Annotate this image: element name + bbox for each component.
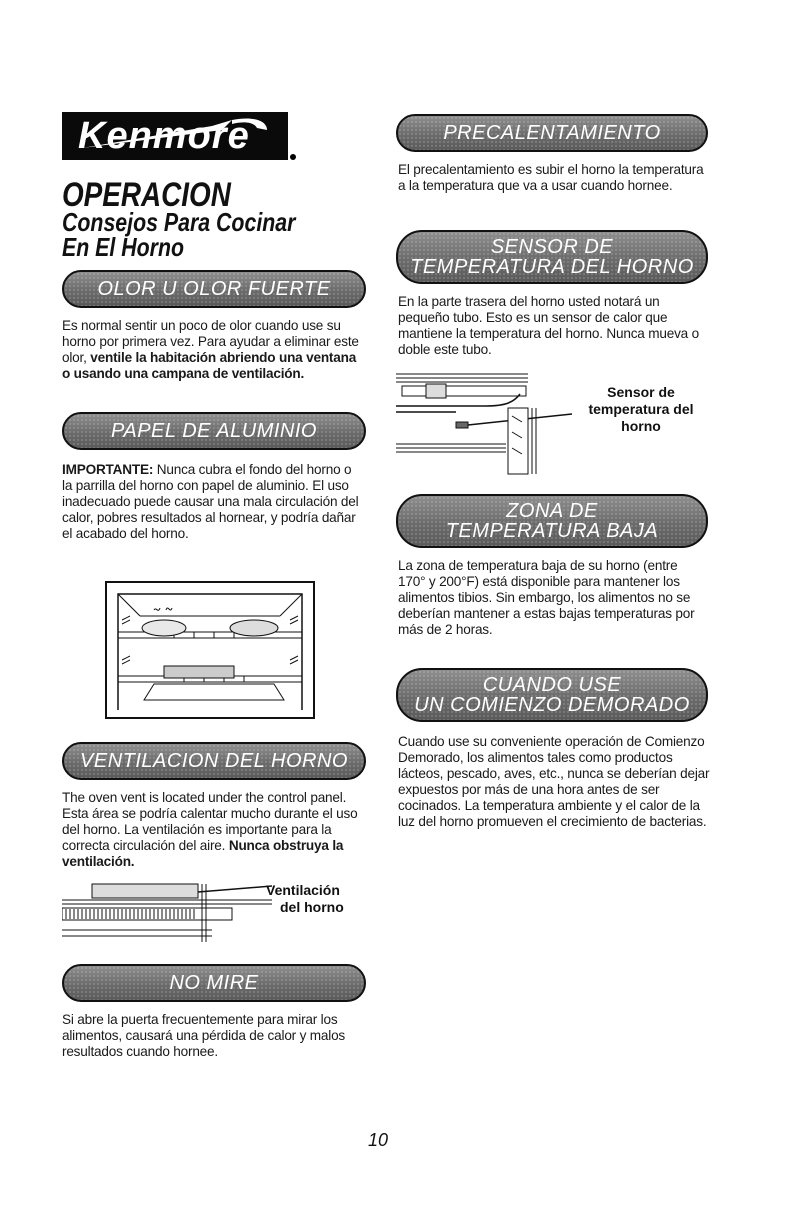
subtitle-line1: Consejos Para Cocinar bbox=[62, 207, 296, 237]
zona-text: La zona de temperatura baja de su horno (entre 170° y 200°F) está disponible para mantener los alimentos tibios. Sin embargo, los alimentos no se deberían mantener a estas bajas temperaturas por más de 2 horas. bbox=[398, 558, 695, 637]
ventilacion-heading-text: VENTILACION DEL HORNO bbox=[80, 750, 348, 772]
zona-heading-line1: ZONA DE bbox=[506, 500, 598, 522]
vent-caption-line1: Ventilación bbox=[266, 882, 340, 898]
aluminio-important: IMPORTANTE: bbox=[62, 462, 154, 477]
oven-vent-illustration bbox=[62, 882, 272, 944]
demorado-heading bbox=[396, 668, 708, 722]
olor-heading-text: OLOR U OLOR FUERTE bbox=[97, 278, 331, 300]
ventilacion-text bbox=[62, 790, 362, 870]
ventilacion-heading bbox=[62, 742, 366, 780]
sensor-heading bbox=[396, 230, 708, 284]
no-mire-text: Si abre la puerta frecuentemente para mirar los alimentos, causará una pérdida de calor y malos resultados cuando hornee. bbox=[62, 1012, 346, 1059]
sensor-caption-line3: horno bbox=[621, 418, 661, 434]
vent-caption-line2: del horno bbox=[280, 899, 344, 915]
page-title: OPERACION bbox=[62, 176, 231, 214]
olor-heading bbox=[62, 270, 366, 308]
aluminio-text-rest: Nunca cubra el fondo del horno o la parrilla del horno con papel de aluminio. El uso inadecuado puede causar una mala circulación del calor, pobres resultados al hornear, y podría dañar el acabado del horno. bbox=[62, 462, 359, 541]
sensor-caption bbox=[576, 384, 706, 435]
precalentamiento-text: El precalentamiento es subir el horno la temperatura a la temperatura que va a usar cuando hornee. bbox=[398, 162, 704, 193]
demorado-heading-line2: UN COMIENZO DEMORADO bbox=[414, 694, 690, 716]
sensor-heading-line2: TEMPERATURA DEL HORNO bbox=[410, 256, 694, 278]
ventilacion-text-start: The oven vent is located under the control panel. Esta área se podría calentar mucho durante el uso del horno. La ventilación es importante para la correcta circulación del aire. bbox=[62, 790, 358, 853]
registered-mark-icon bbox=[290, 154, 296, 160]
temperature-sensor-illustration bbox=[396, 372, 576, 478]
zona-heading bbox=[396, 494, 708, 548]
precalentamiento-heading bbox=[396, 114, 708, 152]
sensor-heading-line1: SENSOR DE bbox=[490, 236, 614, 258]
olor-text-bold: ventile la habitación abriendo una ventana o usando una campana de ventilación. bbox=[62, 350, 357, 381]
sensor-caption-line2: temperatura del bbox=[588, 401, 694, 417]
oven-rack-illustration bbox=[104, 580, 316, 720]
demorado-text: Cuando use su conveniente operación de Comienzo Demorado, los alimentos tales como productos lácteos, pescado, aves, etc., nunca se deberían dejar expuestos por más de una hora antes de ser cocinados. La temperatura ambiente y el calor de la luz del horno promueven el crecimiento de bacterias. bbox=[398, 734, 710, 829]
vent-caption bbox=[266, 882, 362, 916]
ventilacion-text-bold: Nunca obstruya la ventilación. bbox=[62, 838, 344, 869]
aluminio-text bbox=[62, 462, 362, 542]
aluminio-heading-text: PAPEL DE ALUMINIO bbox=[111, 420, 317, 442]
no-mire-heading-text: NO MIRE bbox=[169, 972, 259, 994]
precalentamiento-heading-text: PRECALENTAMIENTO bbox=[443, 122, 661, 144]
no-mire-heading bbox=[62, 964, 366, 1002]
demorado-heading-line1: CUANDO USE bbox=[482, 674, 622, 696]
page-number: 10 bbox=[368, 1130, 389, 1150]
subtitle-line2: En El Horno bbox=[62, 232, 185, 262]
sensor-caption-line1: Sensor de bbox=[607, 384, 675, 400]
zona-heading-line2: TEMPERATURA BAJA bbox=[445, 520, 659, 542]
olor-text bbox=[62, 318, 362, 382]
olor-text-start: Es normal sentir un poco de olor cuando use su horno por primera vez. Para ayudar a eliminar este olor, bbox=[62, 318, 359, 365]
brand-name: Kenmore bbox=[78, 115, 250, 157]
aluminio-heading bbox=[62, 412, 366, 450]
sensor-text: En la parte trasera del horno usted notará un pequeño tubo. Esto es un sensor de calor que mantiene la temperatura del horno. Nunca mueva o doble este tubo. bbox=[398, 294, 699, 357]
kenmore-logo bbox=[62, 112, 288, 160]
